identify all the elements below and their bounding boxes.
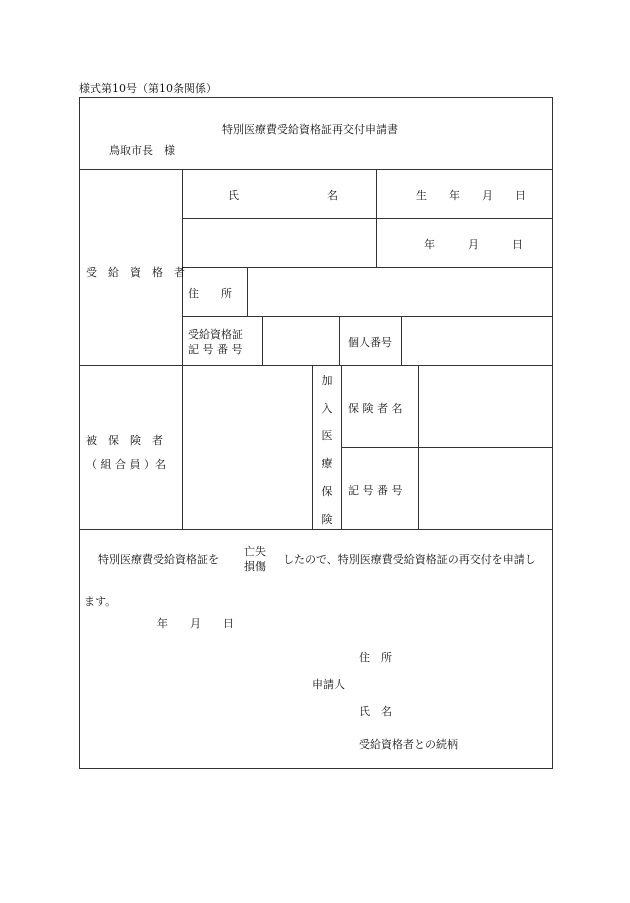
applicant-label: 申請人 xyxy=(312,678,345,691)
vertical-char: 療 xyxy=(321,457,333,470)
table-border-right xyxy=(552,97,553,769)
name-field[interactable] xyxy=(185,220,375,266)
vertical-char: 入 xyxy=(321,402,333,415)
insured-label-line2: （ 組 合 員 ）名 xyxy=(86,458,166,471)
application-date[interactable]: 年 月 日 xyxy=(157,617,234,630)
form-number: 様式第10号（第10条関係） xyxy=(79,82,217,95)
rule xyxy=(247,267,248,317)
address-field[interactable] xyxy=(250,269,550,315)
addressee: 鳥取市長 様 xyxy=(109,144,175,157)
personal-number-field[interactable] xyxy=(404,318,550,364)
rule xyxy=(312,365,313,530)
rule xyxy=(401,316,402,366)
vertical-char: 医 xyxy=(321,429,333,442)
table-border-left xyxy=(79,97,80,769)
symbol-number-field[interactable] xyxy=(421,449,550,527)
symbol-number-label: 記 号 番 号 xyxy=(348,484,403,497)
rule xyxy=(182,267,553,268)
form-title: 特別医療費受給資格証再交付申請書 xyxy=(222,123,398,136)
vertical-char: 加 xyxy=(321,374,333,387)
declaration-suffix: したので、特別医療費受給資格証の再交付を申請し xyxy=(283,553,536,566)
rule xyxy=(182,316,553,317)
rule xyxy=(79,169,553,170)
relationship-label: 受給資格者との続柄 xyxy=(359,738,458,751)
vertical-char: 保 xyxy=(321,485,333,498)
choice-damaged[interactable]: 損傷 xyxy=(244,560,266,573)
cert-number-field[interactable] xyxy=(265,318,337,364)
cert-number-label-line1: 受給資格証 xyxy=(188,328,243,341)
declaration-prefix: 特別医療費受給資格証を xyxy=(98,553,219,566)
choice-lost[interactable]: 亡失 xyxy=(244,545,266,558)
insurer-name-label: 保 険 者 名 xyxy=(348,402,403,415)
insured-label-line1: 被 保 険 者 xyxy=(86,434,163,447)
rule xyxy=(79,529,553,530)
declaration-continuation: ます。 xyxy=(84,595,117,608)
applicant-name-label: 氏 名 xyxy=(359,705,392,718)
insured-name-field[interactable] xyxy=(185,367,310,527)
birth-date-field[interactable]: 年 月 日 xyxy=(424,238,523,251)
rule xyxy=(79,365,553,366)
name-label: 氏 名 xyxy=(228,189,338,202)
rule xyxy=(341,447,553,448)
recipient-section-label: 受 給 資 格 者 xyxy=(86,266,185,279)
rule xyxy=(341,365,342,530)
vertical-char: 険 xyxy=(321,513,333,526)
personal-number-label: 個人番号 xyxy=(348,336,392,349)
rule xyxy=(339,316,340,366)
rule xyxy=(262,316,263,366)
insurer-name-field[interactable] xyxy=(421,367,550,445)
rule xyxy=(418,365,419,530)
table-border-top xyxy=(79,97,553,98)
address-label: 住 所 xyxy=(188,287,232,300)
birth-date-label: 生 年 月 日 xyxy=(416,189,526,202)
rule xyxy=(182,218,553,219)
rule xyxy=(376,169,377,268)
applicant-address-label: 住 所 xyxy=(359,651,392,664)
cert-number-label-line2: 記 号 番 号 xyxy=(188,343,243,356)
table-border-bottom xyxy=(79,768,553,769)
rule xyxy=(182,169,183,530)
